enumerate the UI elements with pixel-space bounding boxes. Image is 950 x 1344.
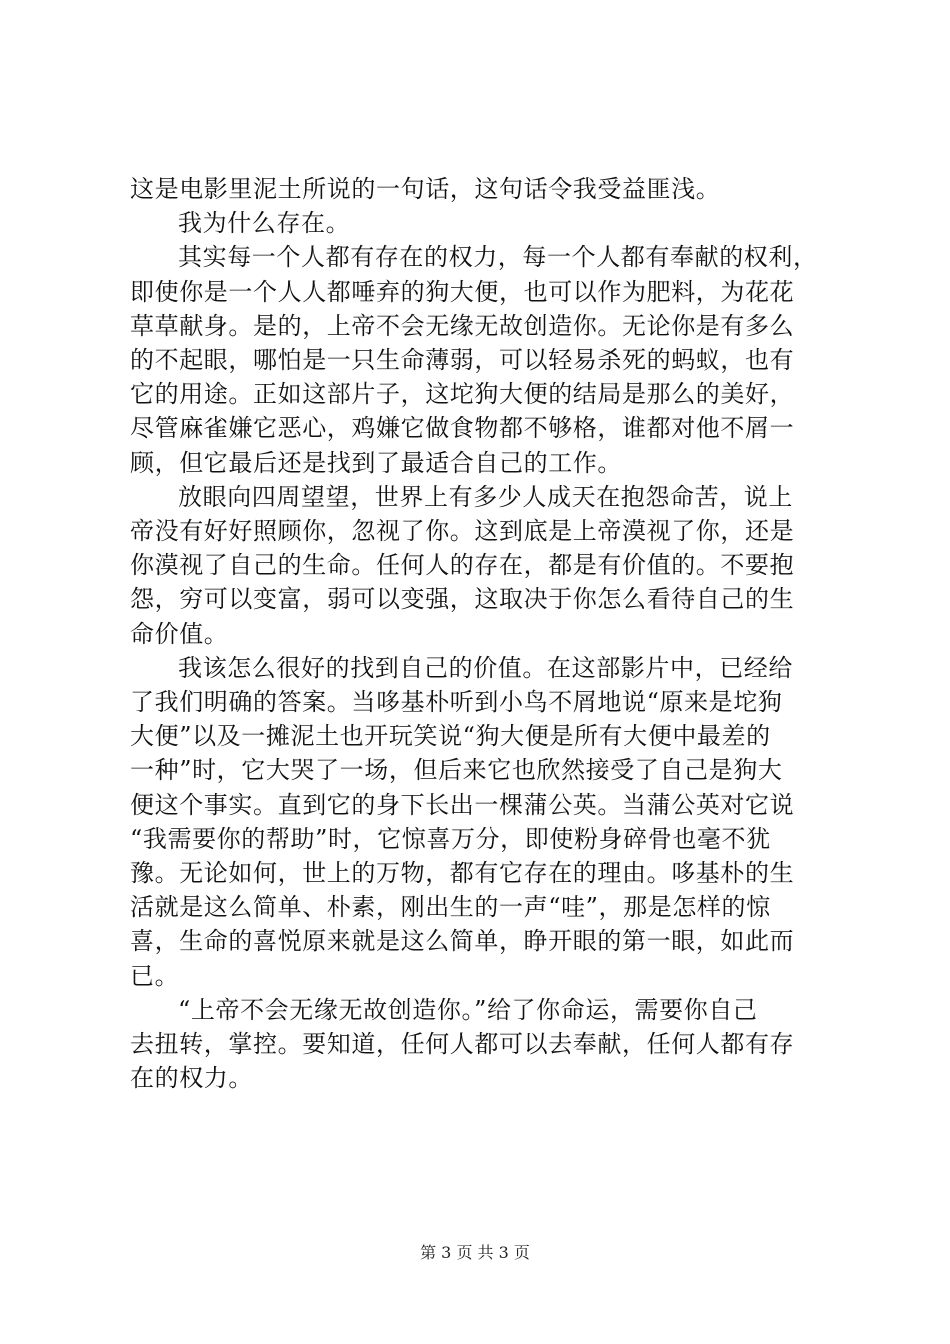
- text-line: 顾，但它最后还是找到了最适合自己的工作。: [130, 448, 622, 477]
- paragraph: [130, 206, 830, 240]
- text-line: 你漠视了自己的生命。任何人的存在，都是有价值的。不要抱: [130, 551, 795, 580]
- text-line: 喜，生命的喜悦原来就是这么简单，睁开眼的第一眼，如此而: [130, 927, 795, 956]
- page-footer: 第 3 页 共 3 页: [420, 1243, 530, 1262]
- text-line: “上帝不会无缘无故创造你。”给了你命运，需要你自己: [178, 995, 758, 1024]
- text-line: 的不起眼，哪怕是一只生命薄弱，可以轻易杀死的蚂蚁，也有: [130, 346, 795, 375]
- paragraph: [130, 993, 830, 1096]
- text-line: “我需要你的帮助”时，它惊喜万分，即使粉身碎骨也毫不犹: [130, 824, 771, 853]
- text-line: 活就是这么简单、朴素，刚出生的一声“哇”，那是怎样的惊: [130, 893, 771, 922]
- text-line: 它的用途。正如这部片子，这坨狗大便的结局是那么的美好，: [130, 380, 795, 409]
- text-line: 尽管麻雀嫌它恶心，鸡嫌它做食物都不够格，谁都对他不屑一: [130, 414, 795, 443]
- text-line: 放眼向四周望望，世界上有多少人成天在抱怨命苦，说上: [178, 482, 793, 511]
- text-line: 大便”以及一摊泥土也开玩笑说“狗大便是所有大便中最差的: [130, 722, 771, 751]
- text-line: 我该怎么很好的找到自己的价值。在这部影片中，已经给: [178, 653, 793, 682]
- paragraph: [130, 172, 830, 206]
- text-line: 一种”时，它大哭了一场，但后来它也欣然接受了自己是狗大: [130, 756, 783, 785]
- text-line: 便这个事实。直到它的身下长出一棵蒲公英。当蒲公英对它说: [130, 790, 795, 819]
- paragraph: [130, 240, 830, 479]
- text-line: 帝没有好好照顾你，忽视了你。这到底是上帝漠视了你，还是: [130, 517, 795, 546]
- text-line: 即使你是一个人人都唾弃的狗大便，也可以作为肥料，为花花: [130, 277, 795, 306]
- text-line: 这是电影里泥土所说的一句话，这句话令我受益匪浅。: [130, 175, 721, 203]
- text-line: 在的权力。: [130, 1064, 253, 1093]
- text-line: 草草献身。是的，上帝不会无缘无故创造你。无论你是有多么: [130, 311, 795, 340]
- text-line: 豫。无论如何，世上的万物，都有它存在的理由。哆基朴的生: [130, 859, 795, 888]
- paragraph: [130, 651, 830, 993]
- text-line: 了我们明确的答案。当哆基朴听到小鸟不屑地说“原来是坨狗: [130, 688, 783, 717]
- text-line: 其实每一个人都有存在的权力，每一个人都有奉献的权利，: [178, 243, 818, 272]
- text-line: 怨，穷可以变富，弱可以变强，这取决于你怎么看待自己的生: [130, 585, 795, 614]
- text-line: 命价值。: [130, 619, 229, 648]
- text-line: 去扭转，掌控。要知道，任何人都可以去奉献，任何人都有存: [130, 1030, 795, 1059]
- paragraph: [130, 480, 830, 651]
- text-line: 我为什么存在。: [178, 209, 351, 238]
- document-body: [130, 172, 830, 1095]
- text-line: 已。: [130, 961, 180, 990]
